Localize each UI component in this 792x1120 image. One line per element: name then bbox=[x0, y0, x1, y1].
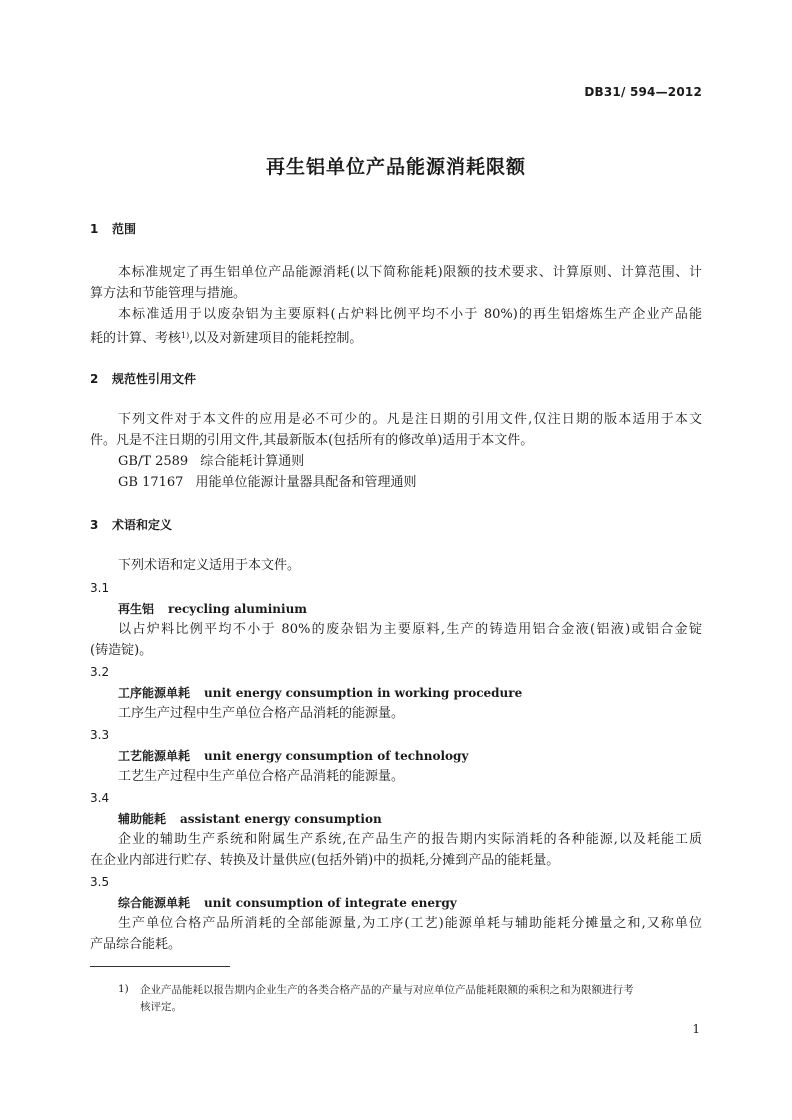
term-definition-line-2: (铸造锭)。 bbox=[90, 643, 153, 658]
standard-code: DB31/ 594—2012 bbox=[584, 85, 702, 99]
term-en: unit energy consumption of technology bbox=[204, 749, 469, 763]
footnote-mark: 1) bbox=[118, 983, 129, 995]
term-definition-line-2: 产品综合能耗。 bbox=[90, 937, 182, 952]
section-number: 2 bbox=[90, 372, 99, 386]
reference-item bbox=[118, 454, 702, 470]
term-en: assistant energy consumption bbox=[180, 812, 382, 826]
term-definition-line-1: 企业的辅助生产系统和附属生产系统,在产品生产的报告期内实际消耗的各种能源,以及耗能工质 bbox=[118, 832, 702, 847]
term-zh: 辅助能耗 bbox=[118, 812, 167, 826]
page-number: 1 bbox=[692, 1022, 700, 1036]
term-zh: 工序能源单耗 bbox=[118, 686, 191, 700]
text-run: 耗的计算、考核 bbox=[90, 331, 182, 346]
reference-code: GB 17167 bbox=[118, 475, 184, 490]
term-en: recycling aluminium bbox=[168, 602, 307, 616]
clause-number: 3.1 bbox=[90, 581, 110, 595]
term-entry bbox=[118, 895, 702, 911]
section-number: 1 bbox=[90, 222, 99, 236]
reference-code: GB/T 2589 bbox=[118, 454, 189, 469]
document-title: 再生铝单位产品能源消耗限额 bbox=[265, 156, 526, 178]
section-title: 范围 bbox=[112, 222, 137, 236]
footnote-reference: 1) bbox=[181, 331, 190, 340]
term-en: unit consumption of integrate energy bbox=[204, 896, 457, 910]
term-en: unit energy consumption in working procedure bbox=[204, 686, 523, 700]
section-2-heading bbox=[90, 371, 702, 387]
term-entry bbox=[118, 685, 702, 701]
term-zh: 再生铝 bbox=[118, 602, 155, 616]
clause-number: 3.2 bbox=[90, 665, 110, 679]
terms-intro: 下列术语和定义适用于本文件。 bbox=[118, 558, 301, 573]
term-definition-line-1: 工艺生产过程中生产单位合格产品消耗的能源量。 bbox=[118, 769, 405, 784]
term-zh: 工艺能源单耗 bbox=[118, 749, 191, 763]
term-definition-line-1: 生产单位合格产品所消耗的全部能源量,为工序(工艺)能源单耗与辅助能耗分摊量之和,又称单位 bbox=[118, 916, 702, 931]
references-paragraph-line-1: 下列文件对于本文件的应用是必不可少的。凡是注日期的引用文件,仅注日期的版本适用于本文 bbox=[118, 412, 702, 427]
scope-paragraph-2-line-1: 本标准适用于以废杂铝为主要原料(占炉料比例平均不小于 80%)的再生铝熔炼生产企业产品能 bbox=[118, 307, 702, 322]
clause-number: 3.5 bbox=[90, 875, 110, 889]
footnote-line-1: 企业产品能耗以报告期内企业生产的各类合格产品的产量与对应单位产品能耗限额的乘积之和为限额进行考 bbox=[140, 984, 634, 996]
term-entry bbox=[118, 601, 702, 617]
text-run: ,以及对新建项目的能耗控制。 bbox=[189, 331, 363, 346]
section-number: 3 bbox=[90, 518, 99, 532]
scope-paragraph-1-line-2: 算方法和节能管理与措施。 bbox=[90, 286, 247, 301]
reference-title: 用能单位能源计量器具配备和管理通则 bbox=[195, 475, 417, 490]
term-definition-line-2: 在企业内部进行贮存、转换及计量供应(包括外销)中的损耗,分摊到产品的能耗量。 bbox=[90, 853, 560, 868]
clause-number: 3.3 bbox=[90, 728, 110, 742]
footnote-line-2: 核评定。 bbox=[140, 1001, 182, 1013]
scope-paragraph-1-line-1: 本标准规定了再生铝单位产品能源消耗(以下简称能耗)限额的技术要求、计算原则、计算范围、计 bbox=[118, 265, 702, 280]
references-paragraph-line-2: 件。凡是不注日期的引用文件,其最新版本(包括所有的修改单)适用于本文件。 bbox=[90, 433, 534, 448]
term-definition-line-1: 以占炉料比例平均不小于 80%的废杂铝为主要原料,生产的铸造用铝合金液(铝液)或铝合金锭 bbox=[118, 622, 702, 637]
term-zh: 综合能源单耗 bbox=[118, 896, 191, 910]
reference-item bbox=[118, 475, 702, 491]
scope-paragraph-2-line-2 bbox=[90, 328, 702, 347]
section-title: 术语和定义 bbox=[112, 518, 173, 532]
section-title: 规范性引用文件 bbox=[112, 372, 197, 386]
section-3-heading bbox=[90, 517, 702, 533]
footnote-separator bbox=[90, 966, 230, 967]
term-entry bbox=[118, 748, 702, 764]
section-1-heading bbox=[90, 221, 702, 237]
term-definition-line-1: 工序生产过程中生产单位合格产品消耗的能源量。 bbox=[118, 706, 405, 721]
reference-title: 综合能耗计算通则 bbox=[200, 454, 305, 469]
clause-number: 3.4 bbox=[90, 791, 110, 805]
term-entry bbox=[118, 811, 702, 827]
